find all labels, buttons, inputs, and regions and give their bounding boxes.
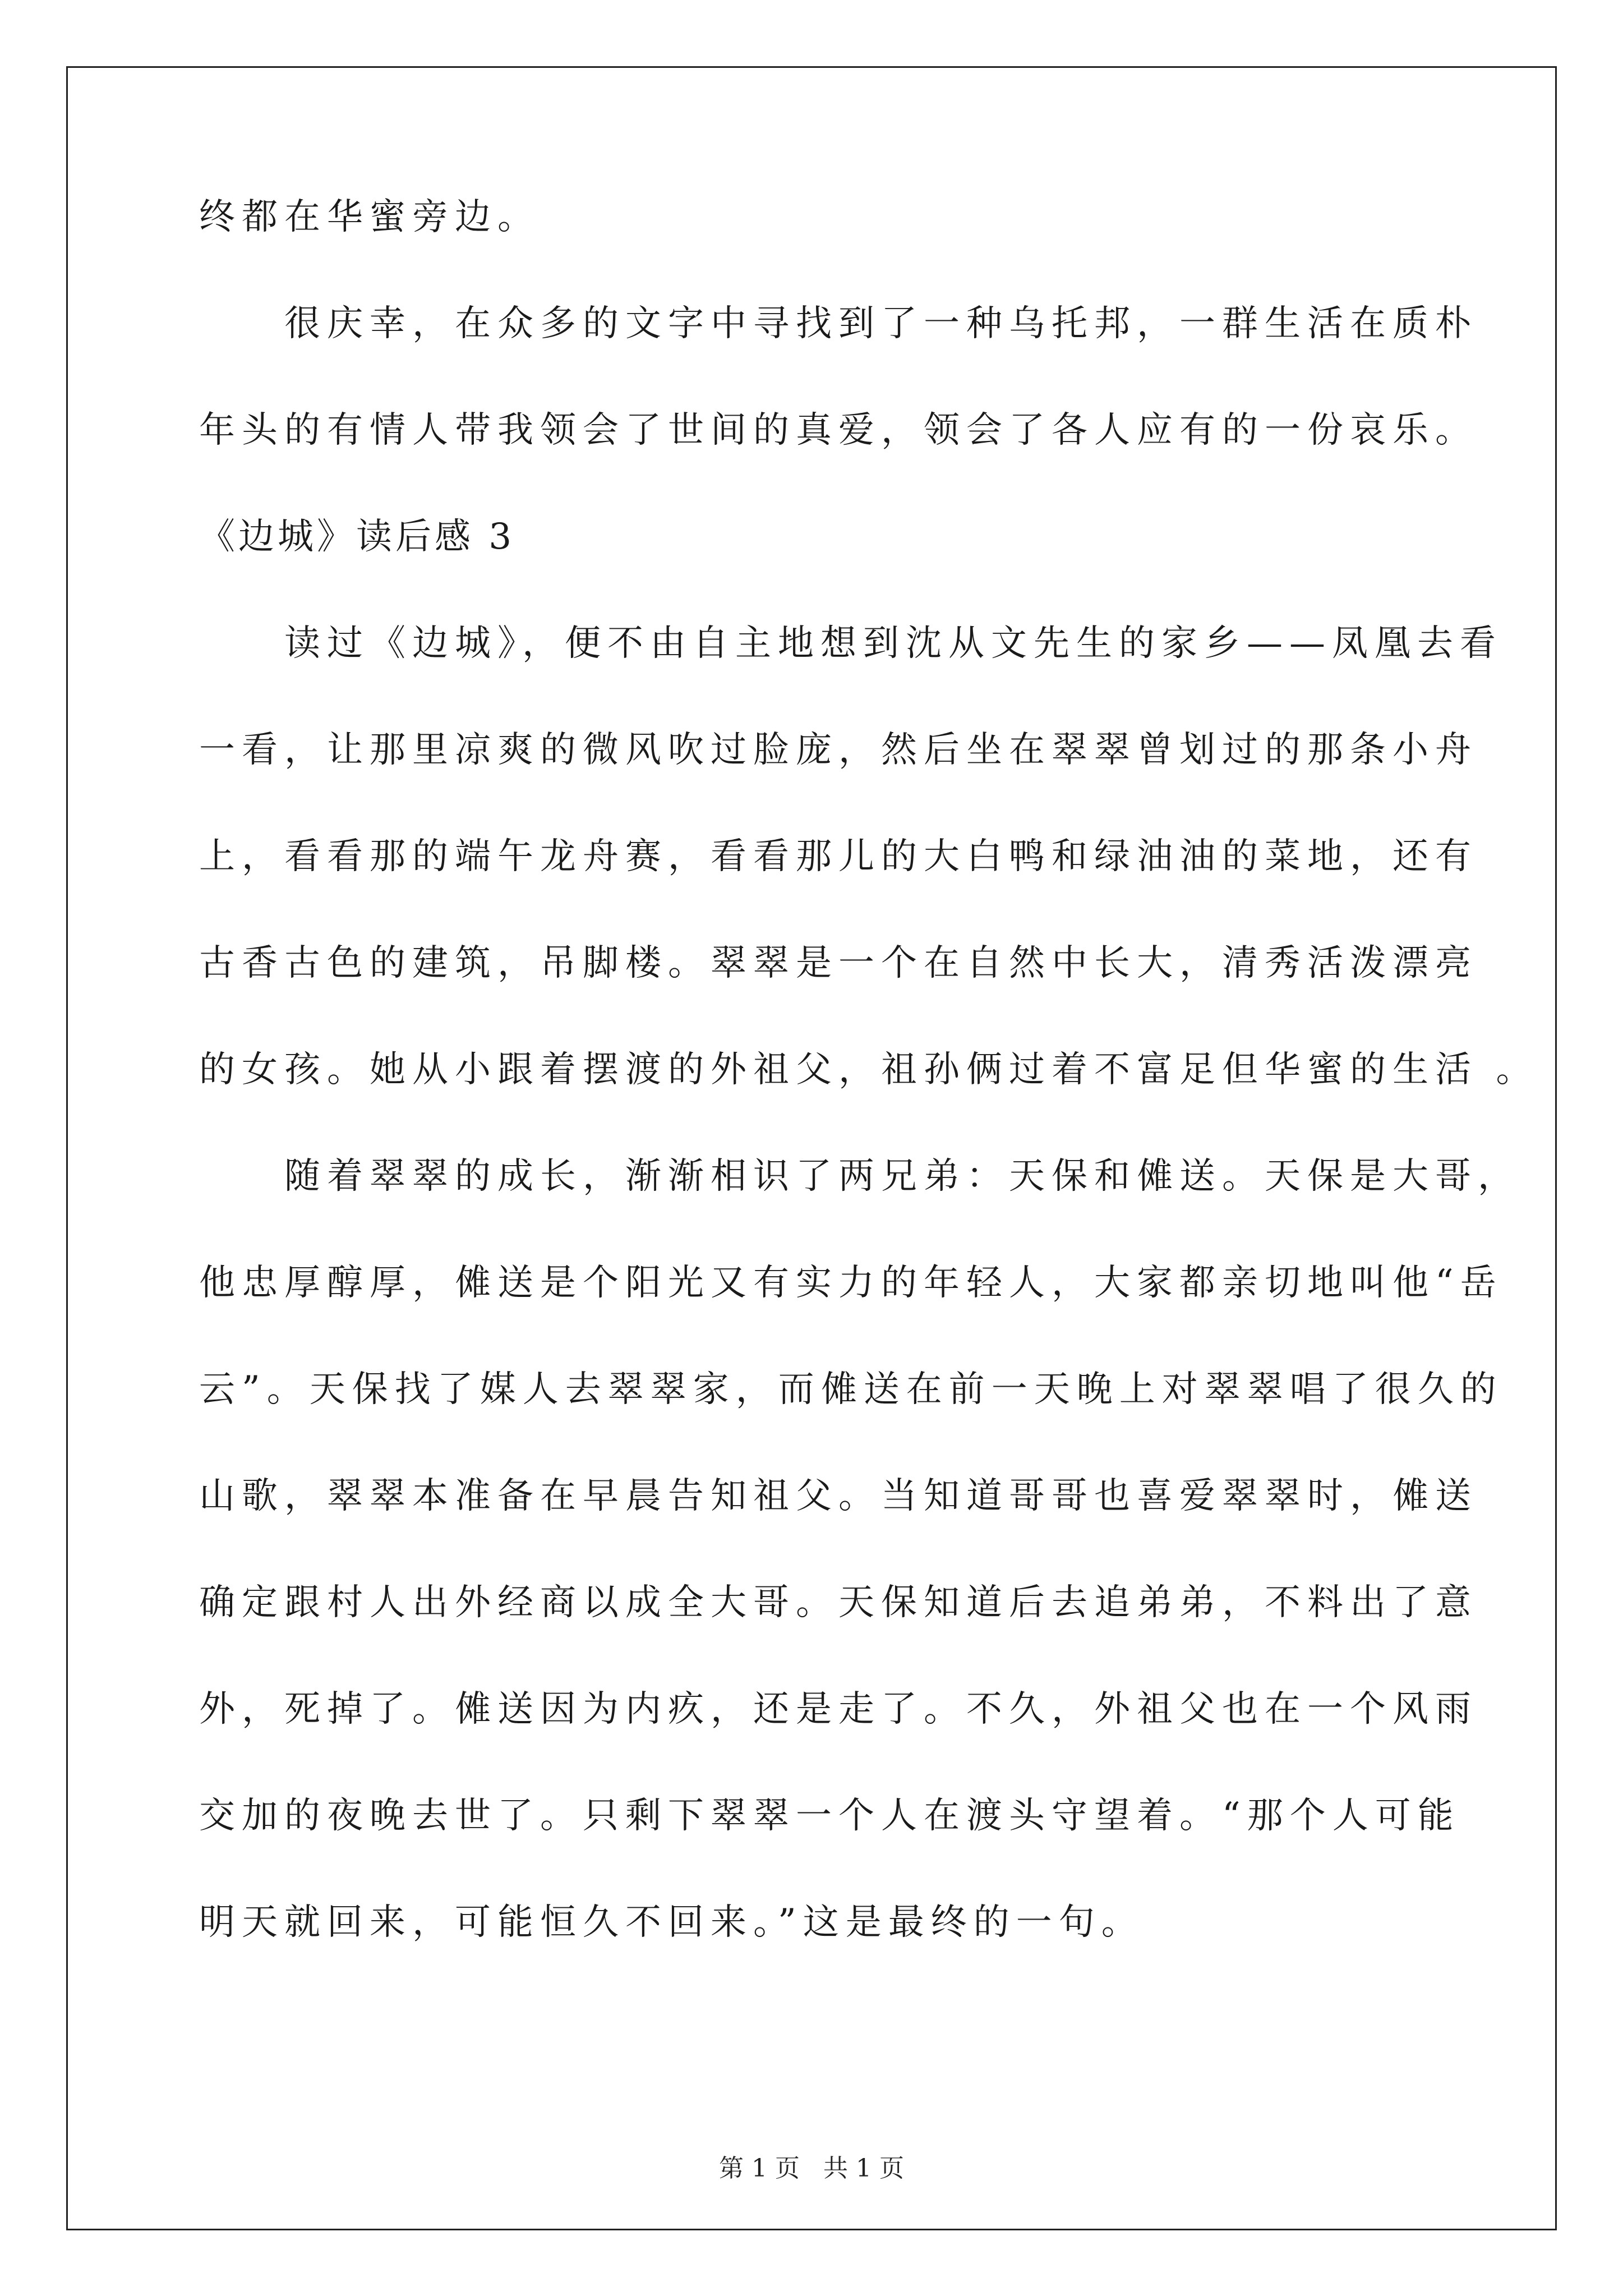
text-line: 确定跟村人出外经商以成全大哥。天保知道后去追弟弟，不料出了意 [199, 1582, 1478, 1623]
text-line: 读过《边城》，便不由自主地想到沈从文先生的家乡——凤凰去看 [284, 623, 1502, 664]
text-line: 交加的夜晚去世了。只剩下翠翠一个人在渡头守望着。“那个人可能 [199, 1795, 1460, 1837]
text-line: 明天就回来，可能恒久不回来。”这是最终的一句。 [199, 1902, 1144, 1943]
text-line: 古香古色的建筑，吊脚楼。翠翠是一个在自然中长大，清秀活泼漂亮 [199, 942, 1478, 984]
text-line: 云”。天保找了媒人去翠翠家，而傩送在前一天晚上对翠翠唱了很久的 [199, 1369, 1503, 1410]
section-heading: 《边城》读后感 3 [199, 516, 515, 558]
text-line: 山歌，翠翠本准备在早晨告知祖父。当知道哥哥也喜爱翠翠时，傩送 [199, 1475, 1478, 1517]
text-line: 很庆幸，在众多的文字中寻找到了一种乌托邦，一群生活在质朴 [284, 303, 1478, 344]
text-line: 他忠厚醇厚，傩送是个阳光又有实力的年轻人，大家都亲切地叫他“岳 [199, 1262, 1503, 1304]
document-body [199, 196, 1539, 2011]
text-line: 上，看看那的端午龙舟赛，看看那儿的大白鸭和绿油油的菜地，还有 [199, 836, 1478, 877]
text-line: 年头的有情人带我领会了世间的真爱，领会了各人应有的一份哀乐。 [199, 409, 1478, 451]
text-line: 随着翠翠的成长，渐渐相识了两兄弟：天保和傩送。天保是大哥， [284, 1156, 1520, 1197]
text-line: 一看，让那里凉爽的微风吹过脸庞，然后坐在翠翠曾划过的那条小舟 [199, 729, 1478, 771]
text-line: 外，死掉了。傩送因为内疚，还是走了。不久，外祖父也在一个风雨 [199, 1688, 1478, 1730]
text-line: 终都在华蜜旁边。 [199, 196, 540, 238]
text-line: 的女孩。她从小跟着摆渡的外祖父，祖孙俩过着不富足但华蜜的生活 。 [199, 1049, 1539, 1091]
page-number-footer: 第 1 页 共 1 页 [719, 2154, 904, 2183]
